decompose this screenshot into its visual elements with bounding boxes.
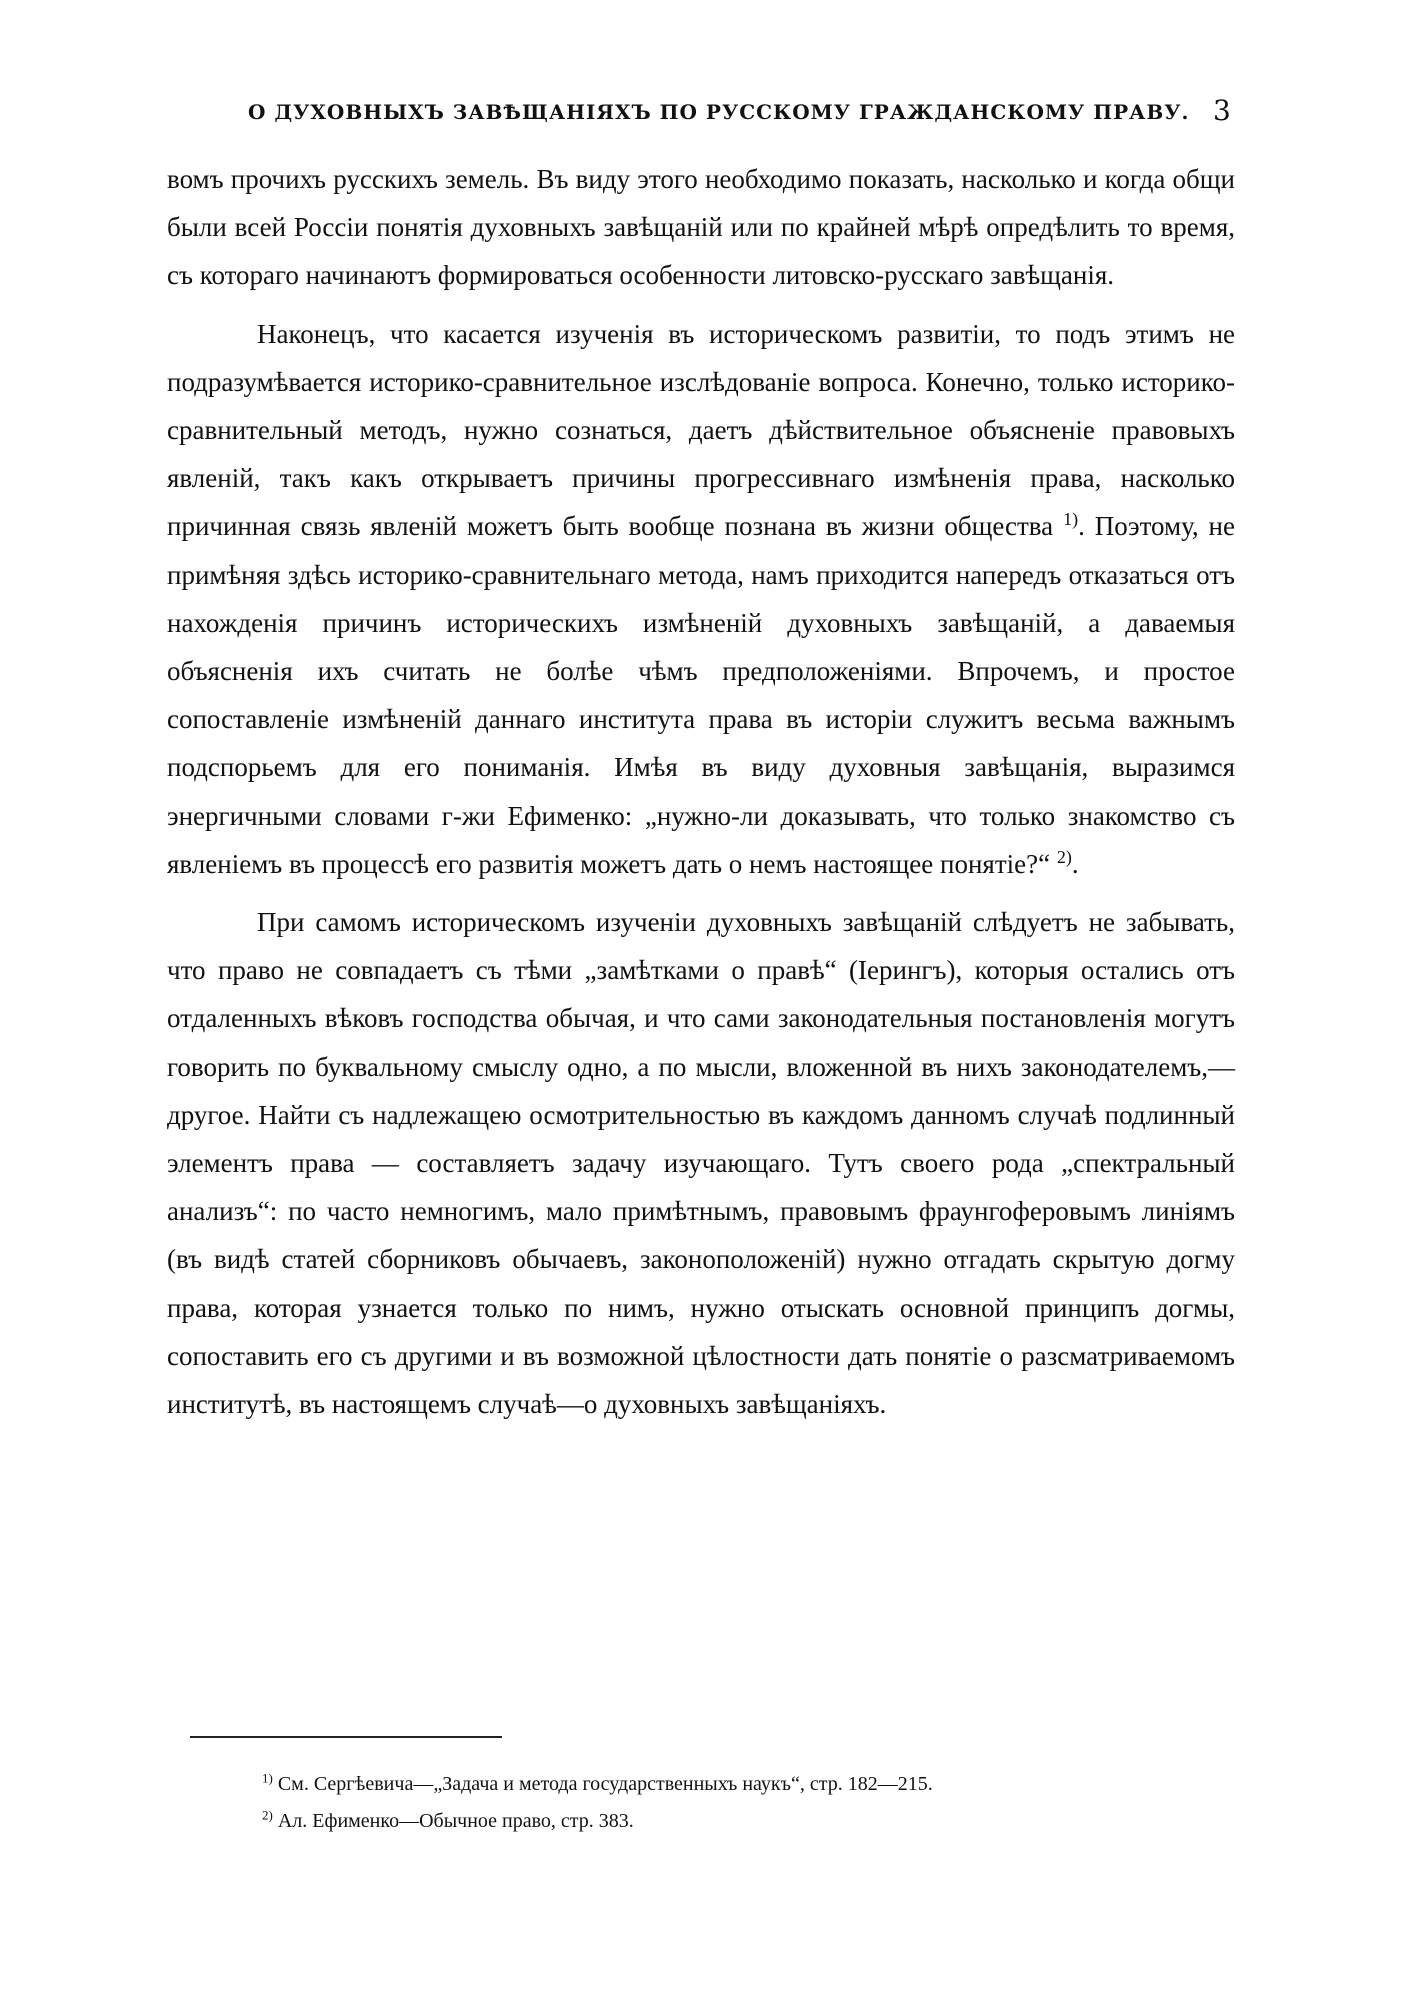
paragraph-2-text: Наконецъ, что касается изученія въ историческомъ развитіи, то подъ этимъ не подразумѣвается историко-сравнительное изслѣдованіе вопроса. Конечно, только историко-сравнительный методъ, нужно сознаться, даетъ дѣйствительное объясненіе правовыхъ явленій, такъ какъ открываетъ причины прогрессивнаго измѣненія права, насколько причинная связь явленій можетъ быть вообще познана въ жизни общества — [167, 318, 1235, 542]
paragraph-1: вомъ прочихъ русскихъ земель. Въ виду этого необходимо показать, насколько и когда общи были всей Россіи понятія духовныхъ завѣщаній или по крайней мѣрѣ опредѣлить то время, съ котораго начинаютъ формироваться особенности литовско-русскаго завѣщанія. — [167, 164, 1235, 291]
paragraph-2 — [167, 310, 1235, 888]
footnote-mark-2: 2) — [262, 1807, 273, 1823]
body-text — [167, 155, 1235, 1428]
footnote-1 — [262, 1766, 1222, 1803]
running-title: О ДУХОВНЫХЪ ЗАВѢЩАНІЯХЪ ПО РУССКОМУ ГРАЖДАНСКОМУ ПРАВУ. — [248, 100, 1190, 124]
footnotes — [262, 1766, 1222, 1840]
footnote-mark-1: 1) — [262, 1770, 273, 1786]
footnote-text-1: См. Сергѣевича—„Задача и метода государственныхъ наукъ“, стр. 182—215. — [277, 1773, 933, 1795]
paragraph-2-text-after: . Поэтому, не примѣняя здѣсь историко-сравнительнаго метода, намъ приходится напередъ отказаться отъ нахожденія причинъ историческихъ измѣненій духовныхъ завѣщаній, а даваемыя объясненія ихъ считать не болѣе чѣмъ предположеніями. Впрочемъ, и простое сопоставленіе измѣненій даннаго института права въ исторіи служитъ весьма важнымъ подспорьемъ для его пониманія. Имѣя въ виду духовныя завѣщанія, выразимся энергичными словами г-жи Ефименко: „нужно-ли доказывать, что только знакомство съ явленіемъ въ процессѣ его развитія можетъ дать о немъ настоящее понятіе?“ — [167, 511, 1235, 879]
footnote-ref-2: 2) — [1056, 846, 1072, 867]
footnote-text-2: Ал. Ефименко—Обычное право, стр. 383. — [277, 1810, 634, 1832]
paragraph-2-text-end: . — [1071, 848, 1079, 879]
footnote-rule — [190, 1736, 502, 1738]
footnote-2 — [262, 1803, 1222, 1840]
page-number: 3 — [1213, 94, 1231, 127]
paragraph-3: При самомъ историческомъ изученіи духовныхъ завѣщаній слѣдуетъ не забывать, что право не совпадаетъ съ тѣми „замѣтками о правѣ“ (Іерингъ), которыя остались отъ отдаленныхъ вѣковъ господства обычая, и что сами законодательныя постановленія могутъ говорить по буквальному смыслу одно, а по мысли, вложенной въ нихъ законодателемъ,—другое. Найти съ надлежащею осмотрительностью въ каждомъ данномъ случаѣ подлинный элементъ права — составляетъ задачу изучающаго. Тутъ своего рода „спектральный анализъ“: по часто немногимъ, мало примѣтнымъ, правовымъ фраунгоферовымъ линіямъ (въ видѣ статей сборниковъ обычаевъ, законоположеній) нужно отгадать скрытую догму права, которая узнается только по нимъ, нужно отыскать основной принципъ догмы, сопоставить его съ другими и въ возможной цѣлостности дать понятіе о разсматриваемомъ институтѣ, въ настоящемъ случаѣ—о духовныхъ завѣщаніяхъ. — [167, 907, 1235, 1420]
footnote-ref-1: 1) — [1063, 509, 1079, 530]
